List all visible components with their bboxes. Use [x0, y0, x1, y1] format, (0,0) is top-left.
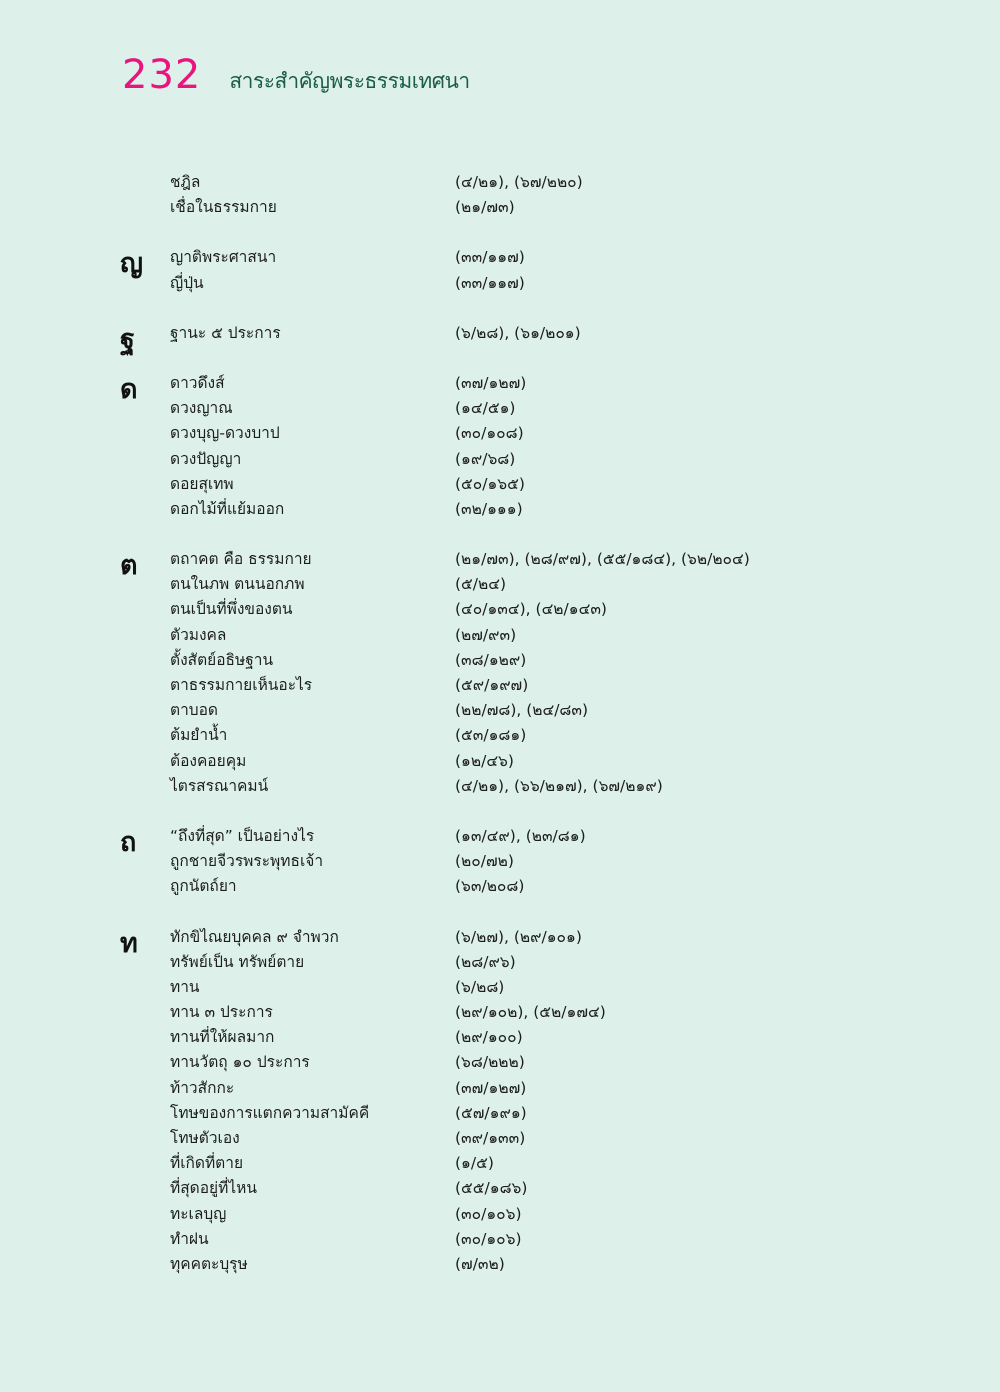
entry-reference: (๔/๒๑), (๖๗/๒๒๐)	[455, 173, 583, 191]
entry-reference: (๖/๒๘)	[455, 977, 505, 996]
index-entry	[0, 1076, 1000, 1101]
entry-term: โทษตัวเอง	[170, 1129, 240, 1147]
index-section	[0, 371, 1000, 522]
entry-term: เชื่อในธรรมกาย	[170, 198, 277, 217]
entry-reference: (๔/๒๑), (๖๖/๒๑๗), (๖๗/๒๑๙)	[455, 776, 663, 795]
section-letter: ญ	[120, 248, 144, 280]
entry-term: ทุคคตะบุรุษ	[170, 1254, 248, 1273]
entry-term: ที่เกิดที่ตาย	[170, 1154, 244, 1173]
index-entry	[0, 774, 1000, 799]
entry-term: ตาบอด	[170, 701, 218, 720]
entry-reference: (๑๙/๖๘)	[455, 449, 516, 468]
index-entry	[0, 271, 1000, 296]
index-list	[0, 170, 1000, 1302]
section-letter: ฐ	[120, 323, 135, 355]
entry-reference: (๕/๒๔)	[455, 575, 506, 594]
entry-reference: (๒๐/๗๒)	[455, 852, 514, 871]
index-entry	[0, 1126, 1000, 1151]
index-entry	[0, 597, 1000, 622]
entry-term: “ถึงที่สุด” เป็นอย่างไร	[170, 826, 315, 845]
index-entry	[0, 447, 1000, 472]
index-section	[0, 245, 1000, 295]
index-entry	[0, 1151, 1000, 1176]
entry-term: ตาธรรมกายเห็นอะไร	[170, 676, 313, 694]
entry-reference: (๓๐/๑๐๖)	[455, 1204, 522, 1223]
entry-reference: (๒๙/๑๐๐)	[455, 1028, 523, 1047]
entry-reference: (๕๕/๑๘๖)	[455, 1179, 528, 1198]
entry-reference: (๕๙/๑๙๗)	[455, 676, 529, 694]
entry-term: ต้มยำน้ำ	[170, 726, 228, 745]
index-section	[0, 321, 1000, 355]
entry-reference: (๓๒/๑๑๑)	[455, 499, 523, 518]
entry-reference: (๓๗/๑๒๗)	[455, 373, 527, 392]
index-entry	[0, 950, 1000, 975]
index-entry	[0, 698, 1000, 723]
index-entry	[0, 874, 1000, 899]
entry-term: ดอยสุเทพ	[170, 474, 234, 493]
entry-reference: (๖๘/๒๒๒)	[455, 1053, 525, 1072]
entry-term: ทักขิไณยบุคคล ๙ จำพวก	[170, 927, 339, 946]
entry-term: ฐานะ ๕ ประการ	[170, 323, 281, 342]
index-section	[0, 170, 1000, 220]
entry-term: ไตรสรณาคมน์	[170, 776, 269, 795]
entry-reference: (๑/๕)	[455, 1154, 494, 1173]
entry-reference: (๓๙/๑๓๓)	[455, 1129, 526, 1147]
index-entry	[0, 321, 1000, 346]
index-entry	[0, 195, 1000, 220]
index-entry	[0, 1202, 1000, 1227]
entry-term: ต้องคอยคุม	[170, 751, 247, 770]
entry-reference: (๑๓/๔๙), (๒๓/๘๑)	[455, 826, 586, 845]
index-entry	[0, 749, 1000, 774]
entry-term: ดาวดึงส์	[170, 373, 225, 392]
index-entry	[0, 723, 1000, 748]
entry-term: ทานวัตถุ ๑๐ ประการ	[170, 1053, 310, 1072]
entry-term: ญาติพระศาสนา	[170, 248, 277, 267]
entry-reference: (๒๒/๗๘), (๒๔/๘๓)	[455, 701, 589, 720]
page-header	[122, 52, 470, 98]
index-entry	[0, 1025, 1000, 1050]
section-letter: ท	[120, 927, 138, 959]
entry-reference: (๓๓/๑๑๗)	[455, 273, 525, 292]
entry-term: ทะเลบุญ	[170, 1204, 227, 1223]
entry-reference: (๒๘/๙๖)	[455, 952, 516, 971]
entry-term: ทาน	[170, 977, 200, 996]
entry-term: ทานที่ให้ผลมาก	[170, 1028, 275, 1047]
index-entry	[0, 925, 1000, 950]
entry-reference: (๑๔/๕๑)	[455, 399, 516, 418]
index-entry	[0, 673, 1000, 698]
entry-term: ดวงปัญญา	[170, 449, 242, 468]
entry-reference: (๖/๒๘), (๖๑/๒๐๑)	[455, 323, 581, 342]
index-section	[0, 547, 1000, 799]
entry-term: โทษของการแตกความสามัคคี	[170, 1103, 370, 1122]
index-entry	[0, 1252, 1000, 1277]
index-entry	[0, 1050, 1000, 1075]
entry-term: ญี่ปุ่น	[170, 273, 204, 292]
entry-reference: (๕๓/๑๘๑)	[455, 726, 527, 745]
index-entry	[0, 547, 1000, 572]
book-title: สาระสำคัญพระธรรมเทศนา	[229, 69, 470, 93]
entry-reference: (๕๐/๑๖๕)	[455, 474, 525, 493]
entry-reference: (๓๐/๑๐๖)	[455, 1229, 522, 1248]
entry-reference: (๓๘/๑๒๙)	[455, 650, 527, 669]
entry-term: ตั้งสัตย์อธิษฐาน	[170, 650, 274, 669]
entry-term: ถูกนัตถ์ยา	[170, 877, 237, 896]
index-entry	[0, 572, 1000, 597]
section-letter: ต	[120, 550, 138, 582]
entry-term: ถูกชายจีวรพระพุทธเจ้า	[170, 852, 324, 871]
index-entry	[0, 849, 1000, 874]
entry-term: ตนเป็นที่พึ่งของตน	[170, 600, 293, 619]
entry-term: ที่สุดอยู่ที่ไหน	[170, 1179, 257, 1198]
section-letter: ถ	[120, 826, 137, 858]
entry-term: ดวงญาณ	[170, 399, 233, 418]
page-number: 232	[122, 52, 202, 98]
index-entry	[0, 371, 1000, 396]
entry-term: ชฎิล	[170, 173, 201, 191]
entry-reference: (๓๗/๑๒๗)	[455, 1078, 527, 1097]
entry-reference: (๓๐/๑๐๘)	[455, 424, 524, 443]
entry-reference: (๓๓/๑๑๗)	[455, 248, 525, 267]
index-entry	[0, 1101, 1000, 1126]
entry-term: ทรัพย์เป็น ทรัพย์ตาย	[170, 952, 305, 971]
index-entry	[0, 824, 1000, 849]
index-section	[0, 925, 1000, 1278]
index-entry	[0, 497, 1000, 522]
index-entry	[0, 975, 1000, 1000]
entry-reference: (๖๓/๒๐๘)	[455, 877, 525, 896]
entry-term: ดวงบุญ-ดวงบาป	[170, 424, 280, 443]
section-letter: ด	[120, 373, 138, 405]
entry-reference: (๕๗/๑๙๑)	[455, 1103, 527, 1122]
index-entry	[0, 472, 1000, 497]
index-entry	[0, 1176, 1000, 1201]
entry-reference: (๒๗/๙๓)	[455, 625, 517, 644]
index-section	[0, 824, 1000, 900]
index-entry	[0, 1227, 1000, 1252]
entry-reference: (๑๒/๔๖)	[455, 751, 514, 770]
index-entry	[0, 421, 1000, 446]
entry-reference: (๒๑/๗๓)	[455, 198, 515, 217]
entry-reference: (๒๑/๗๓), (๒๘/๙๗), (๕๕/๑๘๔), (๖๒/๒๐๔)	[455, 550, 750, 569]
entry-reference: (๗/๓๒)	[455, 1254, 505, 1273]
entry-term: ท้าวสักกะ	[170, 1078, 235, 1097]
entry-term: ตัวมงคล	[170, 625, 227, 644]
index-entry	[0, 170, 1000, 195]
entry-reference: (๖/๒๗), (๒๙/๑๐๑)	[455, 927, 582, 946]
index-entry	[0, 648, 1000, 673]
index-entry	[0, 245, 1000, 270]
entry-term: ดอกไม้ที่แย้มออก	[170, 499, 285, 518]
entry-reference: (๒๙/๑๐๒), (๕๒/๑๗๔)	[455, 1003, 606, 1022]
entry-reference: (๔๐/๑๓๔), (๔๒/๑๔๓)	[455, 600, 607, 619]
index-entry	[0, 1000, 1000, 1025]
index-entry	[0, 396, 1000, 421]
entry-term: ตถาคต คือ ธรรมกาย	[170, 550, 312, 569]
entry-term: ทำฝน	[170, 1229, 209, 1248]
entry-term: ตนในภพ ตนนอกภพ	[170, 575, 305, 594]
index-entry	[0, 623, 1000, 648]
entry-term: ทาน ๓ ประการ	[170, 1003, 273, 1022]
